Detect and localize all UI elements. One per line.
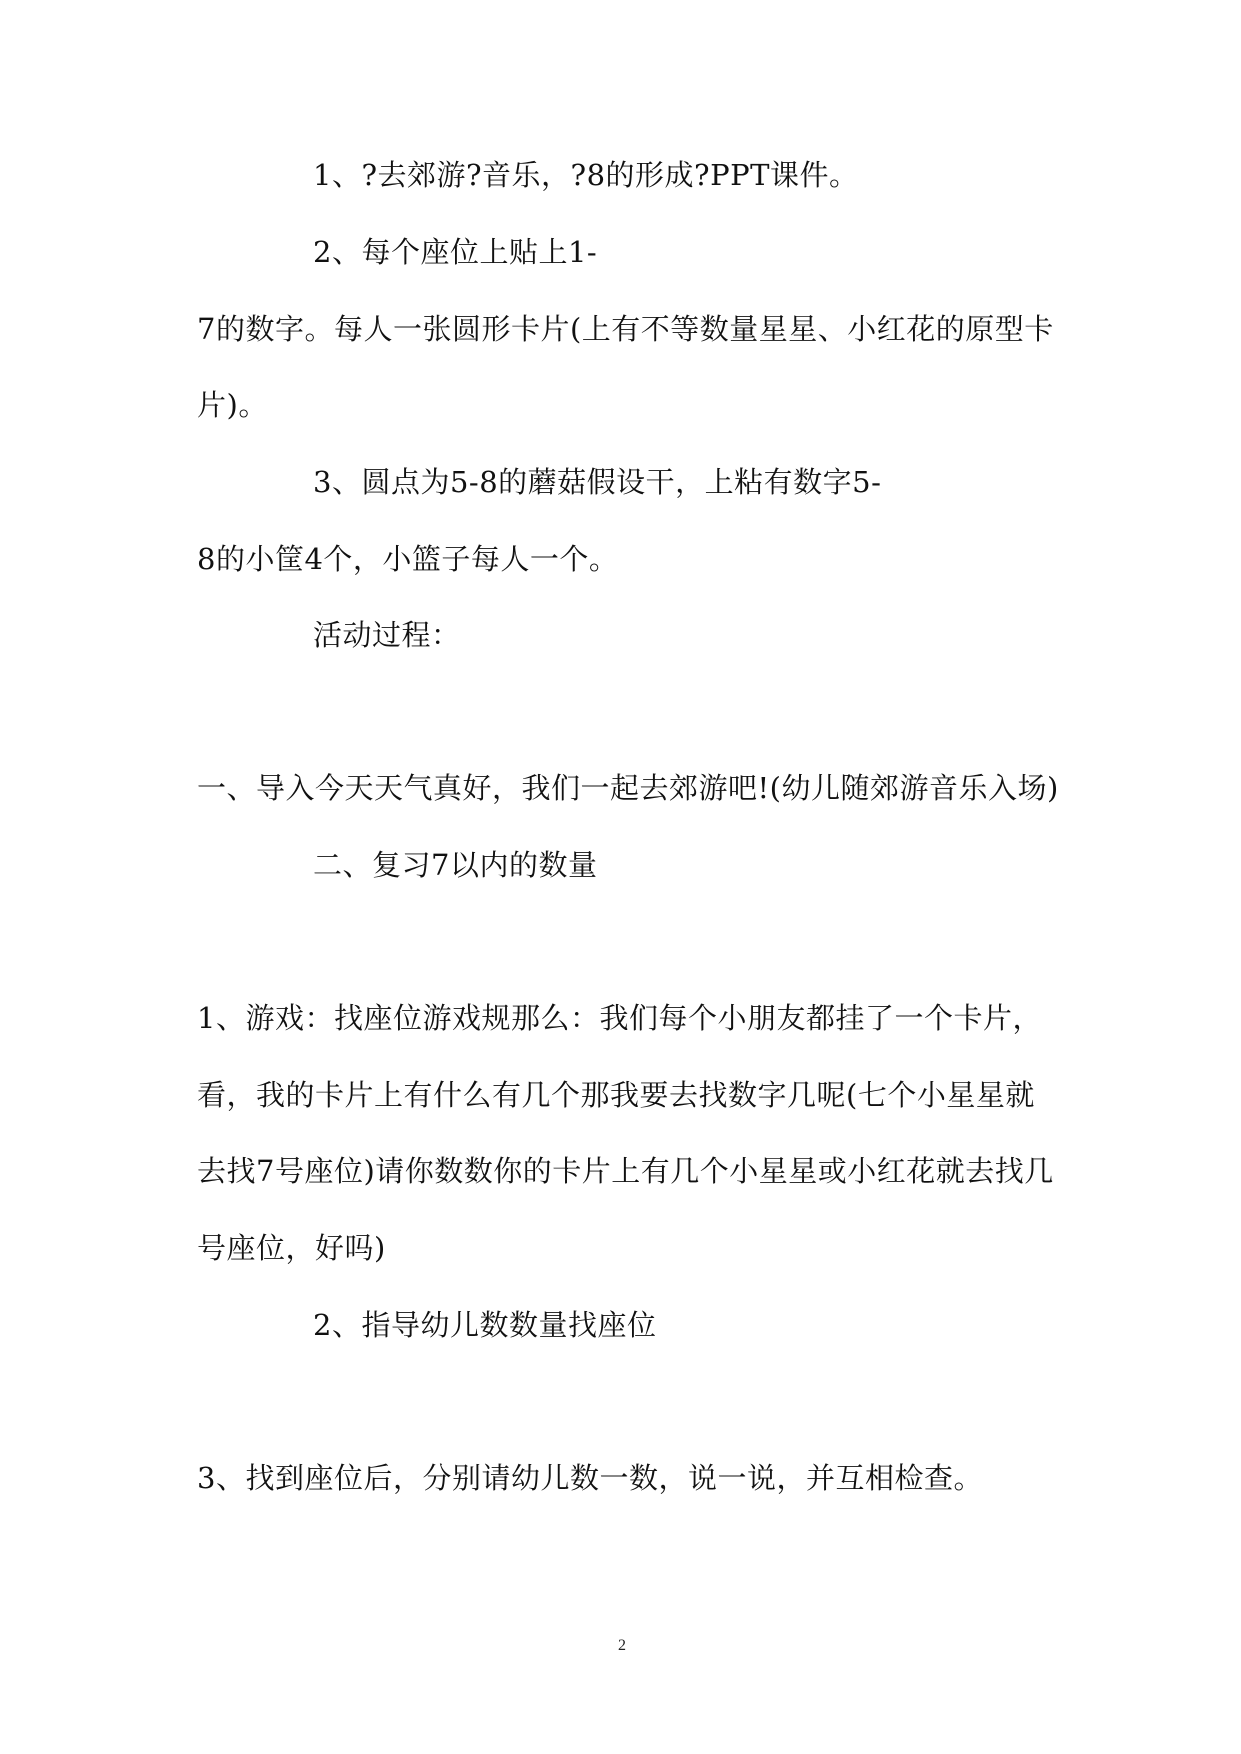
section-heading-activity-process: 活动过程：: [313, 618, 461, 652]
materials-item-2-line-1: 2、每个座位上贴上1-: [313, 235, 598, 269]
materials-item-1: 1、?去郊游?音乐，?8的形成?PPT课件。: [313, 158, 859, 192]
check-item: 3、找到座位后，分别请幼儿数一数，说一说，并互相检查。: [197, 1461, 983, 1495]
game-rules-line-4: 号座位，好吗): [197, 1231, 386, 1265]
materials-item-2-line-3: 片)。: [197, 388, 268, 422]
step-one-introduction: 一、导入今天天气真好，我们一起去郊游吧!(幼儿随郊游音乐入场): [197, 771, 1059, 805]
guidance-item: 2、指导幼儿数数量找座位: [313, 1308, 657, 1342]
materials-item-3-line-1: 3、圆点为5-8的蘑菇假设干，上粘有数字5-: [313, 465, 882, 499]
materials-item-3-line-2: 8的小筐4个，小篮子每人一个。: [197, 542, 619, 576]
game-rules-line-1: 1、游戏：找座位游戏规那么：我们每个小朋友都挂了一个卡片，: [197, 1001, 1042, 1035]
game-rules-line-2: 看，我的卡片上有什么有几个那我要去找数字几呢(七个小星星就: [197, 1078, 1035, 1112]
page-number: 2: [618, 1637, 626, 1654]
game-rules-line-3: 去找7号座位)请你数数你的卡片上有几个小星星或小红花就去找几: [197, 1154, 1054, 1188]
materials-item-2-line-2: 7的数字。每人一张圆形卡片(上有不等数量星星、小红花的原型卡: [197, 312, 1054, 346]
step-two-heading: 二、复习7以内的数量: [313, 848, 598, 882]
